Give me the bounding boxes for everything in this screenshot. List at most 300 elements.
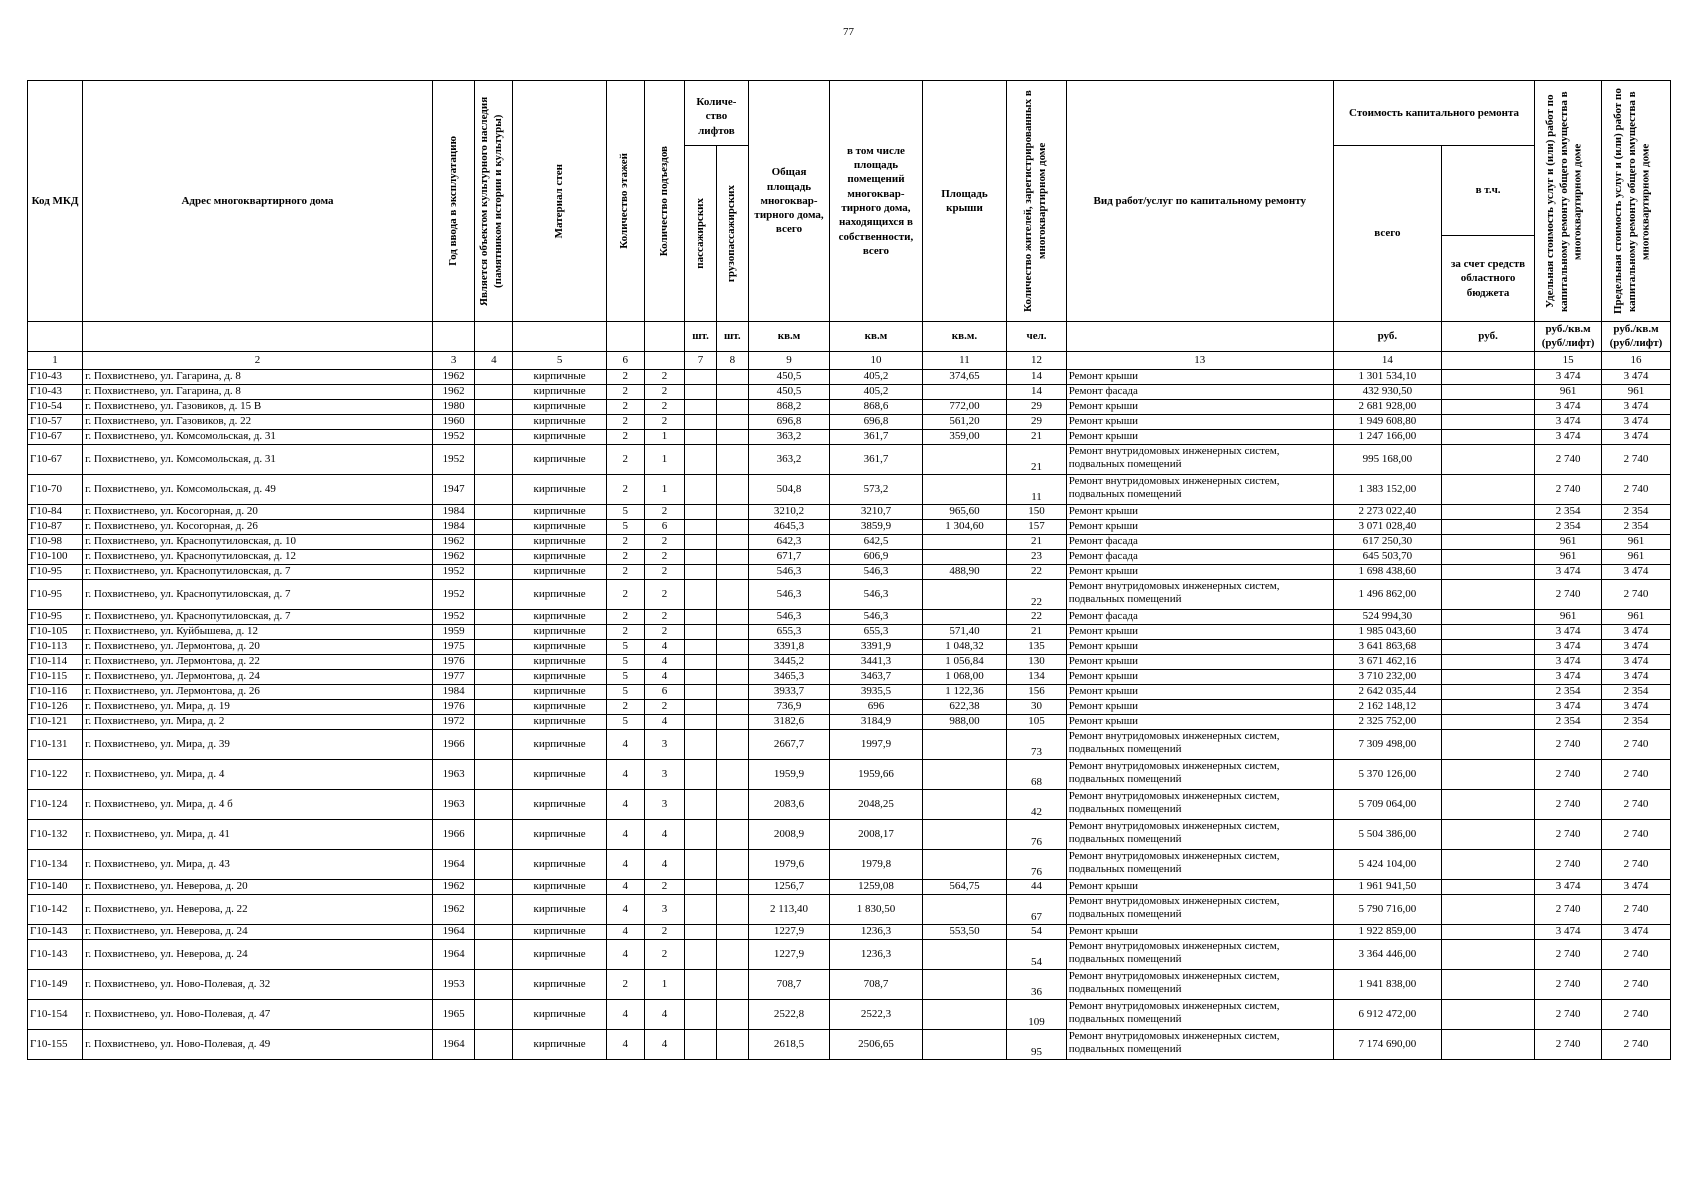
max-cost-cell: 2 740 (1601, 819, 1670, 849)
area-owned-cell: 696,8 (830, 414, 922, 429)
material-cell: кирпичные (513, 399, 606, 414)
residents-cell: 11 (1007, 474, 1066, 504)
heritage-cell (475, 759, 513, 789)
residents-cell: 73 (1007, 729, 1066, 759)
area-total-cell: 1227,9 (748, 939, 830, 969)
cost-total-cell: 5 709 064,00 (1333, 789, 1441, 819)
address-cell: г. Похвистнево, ул. Краснопутиловская, д. 12 (83, 549, 433, 564)
max-cost-cell: 3 474 (1601, 369, 1670, 384)
cost-regional-cell (1441, 999, 1534, 1029)
max-cost-cell: 3 474 (1601, 429, 1670, 444)
roof-area-cell (922, 789, 1007, 819)
area-total-cell: 868,2 (748, 399, 830, 414)
cost-total-cell: 5 424 104,00 (1333, 849, 1441, 879)
area-owned-cell: 606,9 (830, 549, 922, 564)
unit-cost-cell: 2 740 (1535, 1029, 1602, 1059)
residents-cell: 54 (1007, 939, 1066, 969)
heritage-cell (475, 384, 513, 399)
table-row (28, 474, 1671, 504)
area-owned-cell: 1259,08 (830, 879, 922, 894)
cost-total-cell: 1 247 166,00 (1333, 429, 1441, 444)
address-cell: г. Похвистнево, ул. Косогорная, д. 20 (83, 504, 433, 519)
heritage-cell (475, 669, 513, 684)
header-floors: Количество этажей (606, 81, 644, 322)
cost-total-cell: 2 273 022,40 (1333, 504, 1441, 519)
year-cell: 1964 (432, 1029, 474, 1059)
address-cell: г. Похвистнево, ул. Комсомольская, д. 31 (83, 429, 433, 444)
residents-cell: 23 (1007, 549, 1066, 564)
work-type-cell: Ремонт фасада (1066, 534, 1333, 549)
unit-cost-cell: 3 474 (1535, 654, 1602, 669)
address-cell: г. Похвистнево, ул. Газовиков, д. 22 (83, 414, 433, 429)
cost-total-cell: 5 504 386,00 (1333, 819, 1441, 849)
floors-cell: 4 (606, 1029, 644, 1059)
heritage-cell (475, 444, 513, 474)
cost-regional-cell (1441, 474, 1534, 504)
year-cell: 1952 (432, 444, 474, 474)
residents-cell: 157 (1007, 519, 1066, 534)
address-cell: г. Похвистнево, ул. Мира, д. 2 (83, 714, 433, 729)
address-cell: г. Похвистнево, ул. Газовиков, д. 15 В (83, 399, 433, 414)
roof-area-cell (922, 969, 1007, 999)
cost-regional-cell (1441, 924, 1534, 939)
header-lifts-pass: пассажирских (685, 146, 717, 322)
unit-lifts-cargo: шт. (716, 322, 748, 352)
material-cell: кирпичные (513, 789, 606, 819)
table-row (28, 444, 1671, 474)
kod-cell: Г10-124 (28, 789, 83, 819)
kod-cell: Г10-132 (28, 819, 83, 849)
area-total-cell: 1979,6 (748, 849, 830, 879)
table-row (28, 579, 1671, 609)
heritage-cell (475, 609, 513, 624)
lifts-pass-cell (685, 429, 717, 444)
roof-area-cell (922, 444, 1007, 474)
area-total-cell: 708,7 (748, 969, 830, 999)
floors-cell: 4 (606, 894, 644, 924)
cost-regional-cell (1441, 894, 1534, 924)
table-row (28, 399, 1671, 414)
column-number: 10 (830, 351, 922, 369)
work-type-cell: Ремонт внутридомовых инженерных систем, подвальных помещений (1066, 729, 1333, 759)
year-cell: 1984 (432, 684, 474, 699)
entrances-cell: 4 (644, 999, 684, 1029)
kod-cell: Г10-95 (28, 609, 83, 624)
year-cell: 1977 (432, 669, 474, 684)
max-cost-cell: 2 740 (1601, 969, 1670, 999)
lifts-pass-cell (685, 1029, 717, 1059)
heritage-cell (475, 534, 513, 549)
header-work-type: Вид работ/услуг по капитальному ремонту (1066, 81, 1333, 322)
cost-regional-cell (1441, 504, 1534, 519)
lifts-pass-cell (685, 669, 717, 684)
floors-cell: 2 (606, 474, 644, 504)
cost-regional-cell (1441, 429, 1534, 444)
area-total-cell: 450,5 (748, 369, 830, 384)
address-cell: г. Похвистнево, ул. Куйбышева, д. 12 (83, 624, 433, 639)
entrances-cell: 2 (644, 624, 684, 639)
kod-cell: Г10-143 (28, 924, 83, 939)
heritage-cell (475, 969, 513, 999)
cost-total-cell: 995 168,00 (1333, 444, 1441, 474)
address-cell: г. Похвистнево, ул. Неверова, д. 24 (83, 939, 433, 969)
lifts-cargo-cell (716, 609, 748, 624)
floors-cell: 2 (606, 534, 644, 549)
residents-cell: 42 (1007, 789, 1066, 819)
roof-area-cell: 1 068,00 (922, 669, 1007, 684)
column-number (644, 351, 684, 369)
work-type-cell: Ремонт крыши (1066, 564, 1333, 579)
area-owned-cell: 3210,7 (830, 504, 922, 519)
lifts-cargo-cell (716, 759, 748, 789)
max-cost-cell: 3 474 (1601, 564, 1670, 579)
heritage-cell (475, 564, 513, 579)
lifts-pass-cell (685, 474, 717, 504)
residents-cell: 21 (1007, 624, 1066, 639)
lifts-pass-cell (685, 579, 717, 609)
entrances-cell: 1 (644, 444, 684, 474)
heritage-cell (475, 429, 513, 444)
unit-cost-cell: 2 740 (1535, 579, 1602, 609)
floors-cell: 4 (606, 819, 644, 849)
heritage-cell (475, 699, 513, 714)
lifts-pass-cell (685, 939, 717, 969)
address-cell: г. Похвистнево, ул. Краснопутиловская, д. 7 (83, 609, 433, 624)
residents-cell: 76 (1007, 849, 1066, 879)
work-type-cell: Ремонт крыши (1066, 639, 1333, 654)
residents-cell: 54 (1007, 924, 1066, 939)
cost-total-cell: 2 162 148,12 (1333, 699, 1441, 714)
address-cell: г. Похвистнево, ул. Комсомольская, д. 49 (83, 474, 433, 504)
work-type-cell: Ремонт крыши (1066, 654, 1333, 669)
area-total-cell: 642,3 (748, 534, 830, 549)
lifts-pass-cell (685, 609, 717, 624)
floors-cell: 2 (606, 549, 644, 564)
floors-cell: 2 (606, 609, 644, 624)
material-cell: кирпичные (513, 939, 606, 969)
floors-cell: 2 (606, 969, 644, 999)
lifts-pass-cell (685, 444, 717, 474)
page-number: 77 (843, 26, 854, 38)
address-cell: г. Похвистнево, ул. Мира, д. 43 (83, 849, 433, 879)
floors-cell: 4 (606, 849, 644, 879)
unit-cost-cell: 3 474 (1535, 564, 1602, 579)
lifts-pass-cell (685, 369, 717, 384)
residents-cell: 95 (1007, 1029, 1066, 1059)
area-owned-cell: 2048,25 (830, 789, 922, 819)
year-cell: 1980 (432, 399, 474, 414)
entrances-cell: 2 (644, 534, 684, 549)
year-cell: 1984 (432, 519, 474, 534)
unit-unit-cost: руб./кв.м (руб/лифт) (1535, 322, 1602, 352)
address-cell: г. Похвистнево, ул. Мира, д. 41 (83, 819, 433, 849)
table-row (28, 759, 1671, 789)
residents-cell: 14 (1007, 384, 1066, 399)
unit-cost-cell: 2 354 (1535, 504, 1602, 519)
entrances-cell: 2 (644, 924, 684, 939)
address-cell: г. Похвистнево, ул. Лермонтова, д. 26 (83, 684, 433, 699)
unit-cost-cell: 2 740 (1535, 729, 1602, 759)
heritage-cell (475, 549, 513, 564)
max-cost-cell: 3 474 (1601, 414, 1670, 429)
floors-cell: 5 (606, 639, 644, 654)
table-row (28, 369, 1671, 384)
roof-area-cell (922, 999, 1007, 1029)
residents-cell: 22 (1007, 564, 1066, 579)
entrances-cell: 2 (644, 699, 684, 714)
entrances-cell: 2 (644, 399, 684, 414)
kod-cell: Г10-114 (28, 654, 83, 669)
roof-area-cell: 488,90 (922, 564, 1007, 579)
lifts-cargo-cell (716, 684, 748, 699)
repair-register-table (27, 80, 1671, 1060)
cost-regional-cell (1441, 819, 1534, 849)
heritage-cell (475, 639, 513, 654)
header-address: Адрес многоквартирного дома (83, 81, 433, 322)
work-type-cell: Ремонт внутридомовых инженерных систем, подвальных помещений (1066, 474, 1333, 504)
heritage-cell (475, 939, 513, 969)
floors-cell: 4 (606, 924, 644, 939)
cost-total-cell: 1 922 859,00 (1333, 924, 1441, 939)
work-type-cell: Ремонт крыши (1066, 519, 1333, 534)
table-row (28, 654, 1671, 669)
header-cost-regional: за счет средств областного бюджета (1441, 236, 1534, 322)
unit-cost-total: руб. (1333, 322, 1441, 352)
max-cost-cell: 3 474 (1601, 639, 1670, 654)
unit-cost-cell: 961 (1535, 609, 1602, 624)
cost-regional-cell (1441, 879, 1534, 894)
area-total-cell: 3445,2 (748, 654, 830, 669)
lifts-cargo-cell (716, 474, 748, 504)
residents-cell: 22 (1007, 579, 1066, 609)
work-type-cell: Ремонт внутридомовых инженерных систем, подвальных помещений (1066, 789, 1333, 819)
kod-cell: Г10-142 (28, 894, 83, 924)
roof-area-cell (922, 384, 1007, 399)
year-cell: 1964 (432, 849, 474, 879)
area-total-cell: 2 113,40 (748, 894, 830, 924)
heritage-cell (475, 819, 513, 849)
lifts-pass-cell (685, 969, 717, 999)
max-cost-cell: 3 474 (1601, 654, 1670, 669)
area-owned-cell: 655,3 (830, 624, 922, 639)
cost-total-cell: 645 503,70 (1333, 549, 1441, 564)
max-cost-cell: 3 474 (1601, 924, 1670, 939)
work-type-cell: Ремонт фасада (1066, 384, 1333, 399)
entrances-cell: 6 (644, 684, 684, 699)
entrances-cell: 1 (644, 969, 684, 999)
lifts-pass-cell (685, 399, 717, 414)
lifts-pass-cell (685, 999, 717, 1029)
unit-cost-cell: 2 740 (1535, 444, 1602, 474)
material-cell: кирпичные (513, 369, 606, 384)
work-type-cell: Ремонт внутридомовых инженерных систем, подвальных помещений (1066, 1029, 1333, 1059)
max-cost-cell: 3 474 (1601, 624, 1670, 639)
area-owned-cell: 3859,9 (830, 519, 922, 534)
cost-total-cell: 7 174 690,00 (1333, 1029, 1441, 1059)
lifts-pass-cell (685, 894, 717, 924)
floors-cell: 2 (606, 444, 644, 474)
max-cost-cell: 2 740 (1601, 759, 1670, 789)
cost-regional-cell (1441, 969, 1534, 999)
table-row (28, 624, 1671, 639)
year-cell: 1952 (432, 429, 474, 444)
kod-cell: Г10-140 (28, 879, 83, 894)
address-cell: г. Похвистнево, ул. Неверова, д. 24 (83, 924, 433, 939)
kod-cell: Г10-143 (28, 939, 83, 969)
cost-total-cell: 3 071 028,40 (1333, 519, 1441, 534)
table-row (28, 729, 1671, 759)
lifts-cargo-cell (716, 579, 748, 609)
roof-area-cell (922, 534, 1007, 549)
area-total-cell: 2618,5 (748, 1029, 830, 1059)
address-cell: г. Похвистнево, ул. Мира, д. 4 (83, 759, 433, 789)
material-cell: кирпичные (513, 579, 606, 609)
unit-cost-cell: 2 740 (1535, 474, 1602, 504)
material-cell: кирпичные (513, 699, 606, 714)
heritage-cell (475, 714, 513, 729)
kod-cell: Г10-67 (28, 429, 83, 444)
unit-max-cost: руб./кв.м (руб/лифт) (1601, 322, 1670, 352)
column-number: 7 (685, 351, 717, 369)
cost-total-cell: 3 710 232,00 (1333, 669, 1441, 684)
area-total-cell: 450,5 (748, 384, 830, 399)
address-cell: г. Похвистнево, ул. Краснопутиловская, д. 7 (83, 564, 433, 579)
unit-cost-cell: 3 474 (1535, 429, 1602, 444)
unit-cost-cell: 3 474 (1535, 414, 1602, 429)
cost-total-cell: 1 949 608,80 (1333, 414, 1441, 429)
roof-area-cell: 571,40 (922, 624, 1007, 639)
table-row (28, 699, 1671, 714)
table-header (28, 81, 1671, 370)
heritage-cell (475, 849, 513, 879)
entrances-cell: 2 (644, 384, 684, 399)
residents-cell: 130 (1007, 654, 1066, 669)
roof-area-cell (922, 609, 1007, 624)
entrances-cell: 3 (644, 729, 684, 759)
year-cell: 1953 (432, 969, 474, 999)
table-row (28, 564, 1671, 579)
work-type-cell: Ремонт крыши (1066, 669, 1333, 684)
heritage-cell (475, 1029, 513, 1059)
entrances-cell: 4 (644, 1029, 684, 1059)
cost-total-cell: 3 671 462,16 (1333, 654, 1441, 669)
cost-regional-cell (1441, 624, 1534, 639)
address-cell: г. Похвистнево, ул. Лермонтова, д. 22 (83, 654, 433, 669)
max-cost-cell: 2 740 (1601, 939, 1670, 969)
max-cost-cell: 2 740 (1601, 474, 1670, 504)
table-row (28, 504, 1671, 519)
entrances-cell: 1 (644, 474, 684, 504)
year-cell: 1959 (432, 624, 474, 639)
work-type-cell: Ремонт внутридомовых инженерных систем, подвальных помещений (1066, 444, 1333, 474)
roof-area-cell: 772,00 (922, 399, 1007, 414)
unit-cost-cell: 3 474 (1535, 669, 1602, 684)
area-owned-cell: 3184,9 (830, 714, 922, 729)
floors-cell: 2 (606, 399, 644, 414)
table-row (28, 609, 1671, 624)
entrances-cell: 2 (644, 609, 684, 624)
residents-cell: 21 (1007, 429, 1066, 444)
lifts-cargo-cell (716, 549, 748, 564)
lifts-cargo-cell (716, 789, 748, 819)
work-type-cell: Ремонт крыши (1066, 699, 1333, 714)
floors-cell: 4 (606, 939, 644, 969)
year-cell: 1975 (432, 639, 474, 654)
area-owned-cell: 361,7 (830, 444, 922, 474)
table-row (28, 999, 1671, 1029)
address-cell: г. Похвистнево, ул. Лермонтова, д. 24 (83, 669, 433, 684)
heritage-cell (475, 369, 513, 384)
work-type-cell: Ремонт крыши (1066, 714, 1333, 729)
unit-cost-cell: 3 474 (1535, 639, 1602, 654)
unit-cost-cell: 2 354 (1535, 519, 1602, 534)
unit-cost-cell: 2 740 (1535, 849, 1602, 879)
lifts-pass-cell (685, 639, 717, 654)
area-total-cell: 546,3 (748, 564, 830, 579)
roof-area-cell (922, 474, 1007, 504)
material-cell: кирпичные (513, 819, 606, 849)
heritage-cell (475, 789, 513, 819)
area-owned-cell: 3935,5 (830, 684, 922, 699)
residents-cell: 105 (1007, 714, 1066, 729)
lifts-pass-cell (685, 414, 717, 429)
year-cell: 1952 (432, 609, 474, 624)
column-number: 4 (475, 351, 513, 369)
unit-cost-cell: 2 354 (1535, 684, 1602, 699)
work-type-cell: Ремонт крыши (1066, 414, 1333, 429)
material-cell: кирпичные (513, 1029, 606, 1059)
material-cell: кирпичные (513, 414, 606, 429)
kod-cell: Г10-95 (28, 579, 83, 609)
area-total-cell: 1256,7 (748, 879, 830, 894)
kod-cell: Г10-154 (28, 999, 83, 1029)
area-owned-cell: 1959,66 (830, 759, 922, 789)
kod-cell: Г10-121 (28, 714, 83, 729)
cost-regional-cell (1441, 759, 1534, 789)
lifts-pass-cell (685, 519, 717, 534)
header-max-cost: Предельная стоимость услуг и (или) работ по капитальному ремонту общего имущества в многоквартирном доме (1601, 81, 1670, 322)
material-cell: кирпичные (513, 639, 606, 654)
area-total-cell: 736,9 (748, 699, 830, 714)
unit-cost-cell: 3 474 (1535, 399, 1602, 414)
entrances-cell: 4 (644, 654, 684, 669)
lifts-cargo-cell (716, 894, 748, 924)
unit-area-total: кв.м (748, 322, 830, 352)
unit-cost-cell: 3 474 (1535, 369, 1602, 384)
unit-cost-cell: 2 740 (1535, 894, 1602, 924)
material-cell: кирпичные (513, 609, 606, 624)
cost-regional-cell (1441, 684, 1534, 699)
area-total-cell: 3465,3 (748, 669, 830, 684)
header-cost: Стоимость капитального ремонта (1333, 81, 1534, 146)
header-lifts-cargo: грузопассажирских (716, 146, 748, 322)
cost-total-cell: 1 301 534,10 (1333, 369, 1441, 384)
area-owned-cell: 405,2 (830, 384, 922, 399)
entrances-cell: 2 (644, 549, 684, 564)
unit-cost-cell: 3 474 (1535, 699, 1602, 714)
heritage-cell (475, 474, 513, 504)
work-type-cell: Ремонт крыши (1066, 624, 1333, 639)
roof-area-cell (922, 939, 1007, 969)
floors-cell: 2 (606, 429, 644, 444)
material-cell: кирпичные (513, 654, 606, 669)
area-total-cell: 3933,7 (748, 684, 830, 699)
cost-total-cell: 7 309 498,00 (1333, 729, 1441, 759)
header-kod: Код МКД (28, 81, 83, 322)
heritage-cell (475, 999, 513, 1029)
residents-cell: 150 (1007, 504, 1066, 519)
lifts-cargo-cell (716, 624, 748, 639)
